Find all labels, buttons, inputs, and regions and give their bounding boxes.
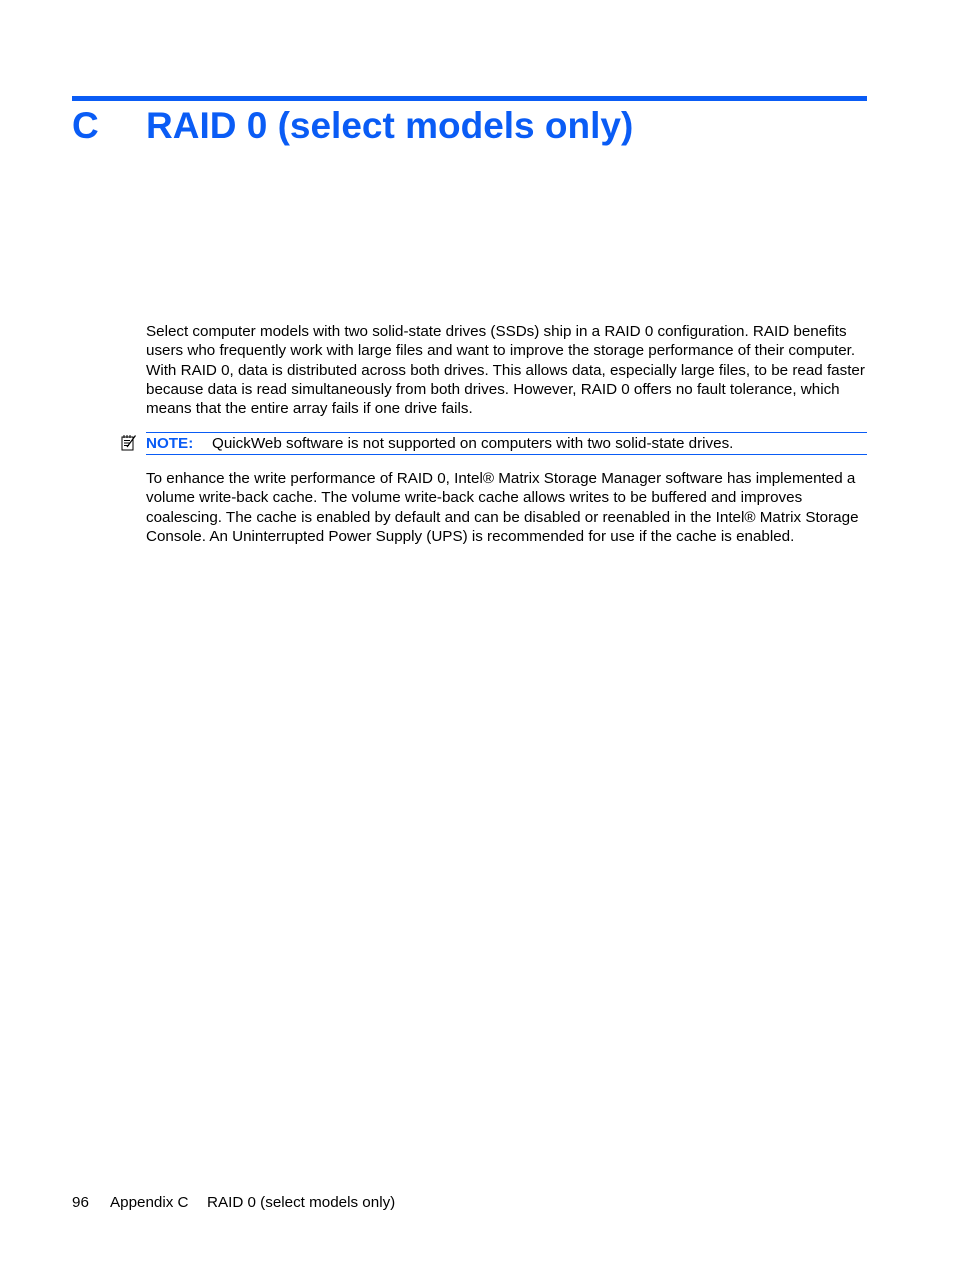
body-paragraph: Select computer models with two solid-state drives (SSDs) ship in a RAID 0 configuration. RAID benefits users who frequently work with large files and want to improve the storage performance of their computer. With RAID 0, data is distributed across both drives. This allows data, especially large files, to be read faster because data is read simultaneously from both drives. However, RAID 0 offers no fault tolerance, which means that the entire array fails if one drive fails.	[146, 323, 865, 418]
chapter-top-rule	[72, 96, 867, 101]
note-pad-icon	[121, 434, 137, 452]
note-box	[146, 432, 867, 455]
note-label: NOTE:	[146, 435, 194, 452]
note-text: QuickWeb software is not supported on computers with two solid-state drives.	[212, 435, 734, 452]
chapter-letter: C	[72, 105, 99, 146]
footer-page-number: 96	[72, 1194, 89, 1211]
body-paragraph: To enhance the write performance of RAID 0, Intel® Matrix Storage Manager software has implemented a volume write-back cache. The volume write-back cache allows writes to be buffered and improves coalescing. The cache is enabled by default and can be disabled or reenabled in the Intel® Matrix Storage Console. An Uninterrupted Power Supply (UPS) is recommended for use if the cache is enabled.	[146, 470, 859, 545]
footer-title: RAID 0 (select models only)	[207, 1194, 396, 1211]
footer-section: Appendix C	[110, 1194, 189, 1211]
chapter-title: RAID 0 (select models only)	[146, 105, 634, 146]
